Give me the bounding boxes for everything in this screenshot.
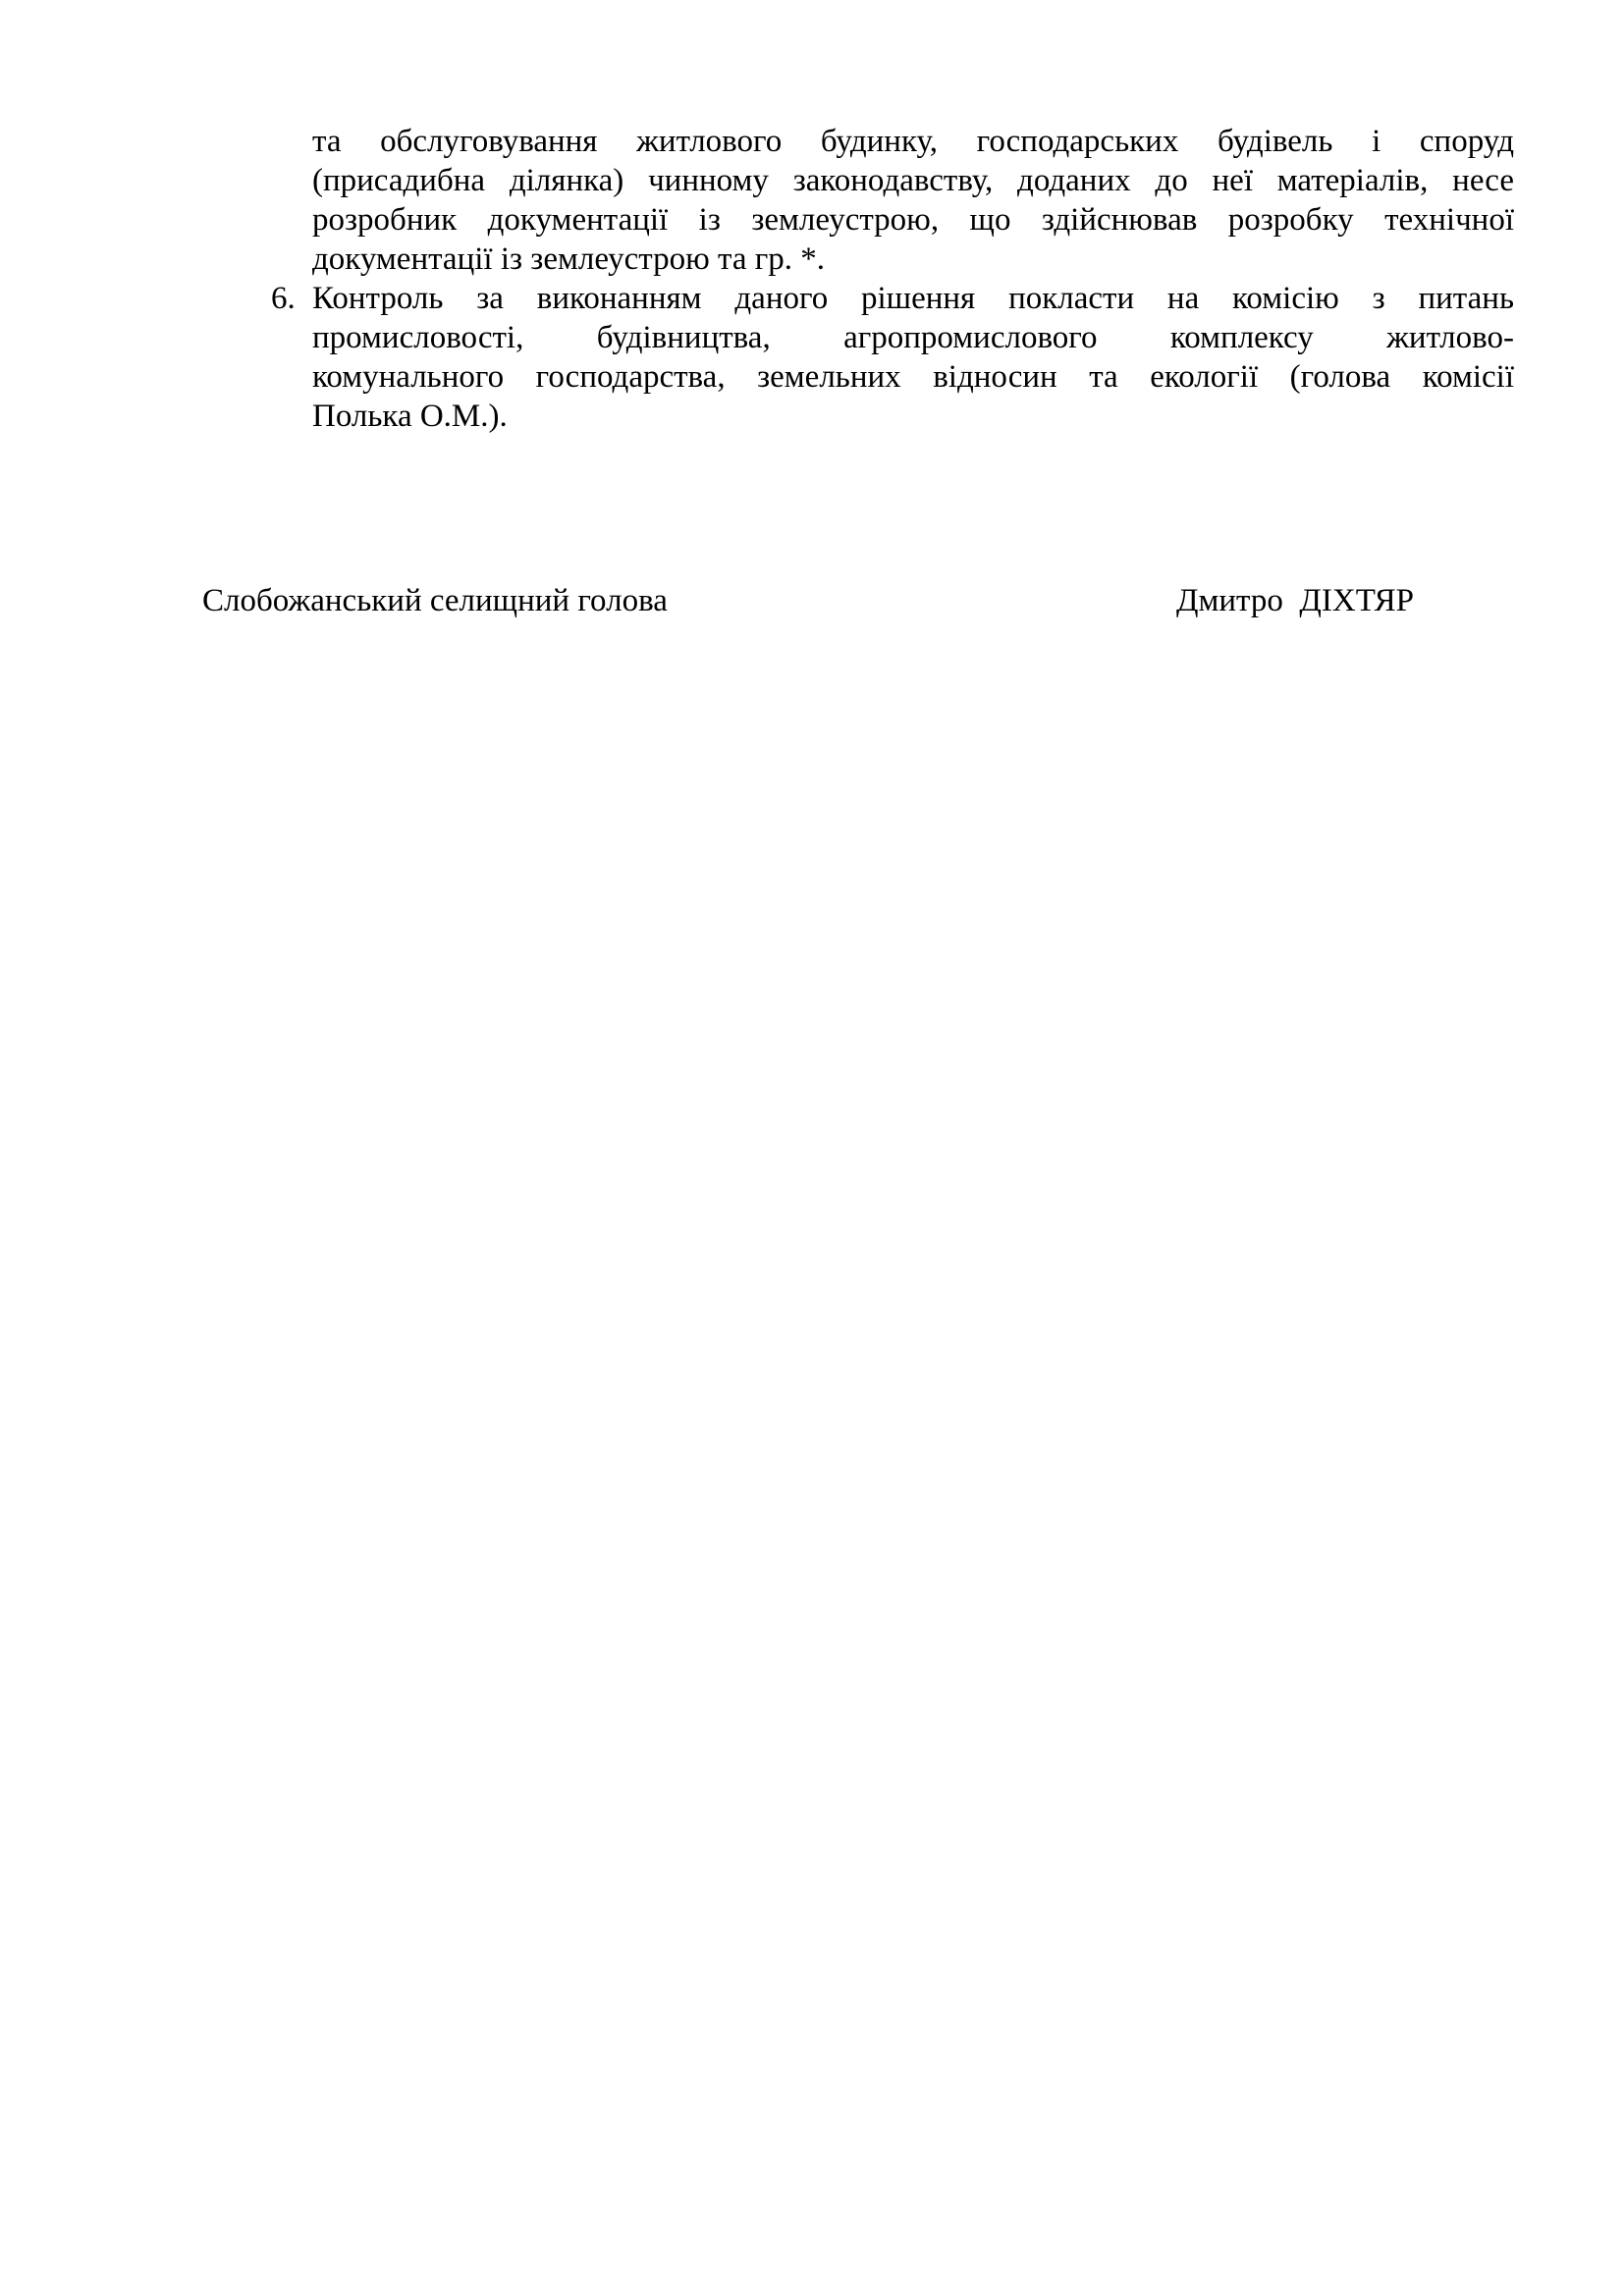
paragraph-line: розробник документації із землеустрою, що здійснював розробку технічної <box>312 202 1514 238</box>
list-item-line: комунального господарства, земельних відносин та екології (голова комісії <box>312 359 1514 395</box>
paragraph-line: документації із землеустрою та гр. *. <box>312 241 826 277</box>
paragraph-line: та обслуговування житлового будинку, господарських будівель і споруд <box>312 124 1514 159</box>
signature-title: Слобожанський селищний голова <box>202 583 668 618</box>
list-item-line: промисловості, будівництва, агропромислового комплексу житлово- <box>312 320 1514 355</box>
signature-name: Дмитро ДІХТЯР <box>1176 583 1414 618</box>
list-item-number: 6. <box>271 281 296 316</box>
paragraph-line: (присадибна ділянка) чинному законодавству, доданих до неї матеріалів, несе <box>312 163 1514 198</box>
list-item-line: Полька О.М.). <box>312 399 508 434</box>
list-item-line: Контроль за виконанням даного рішення покласти на комісію з питань <box>312 281 1514 316</box>
